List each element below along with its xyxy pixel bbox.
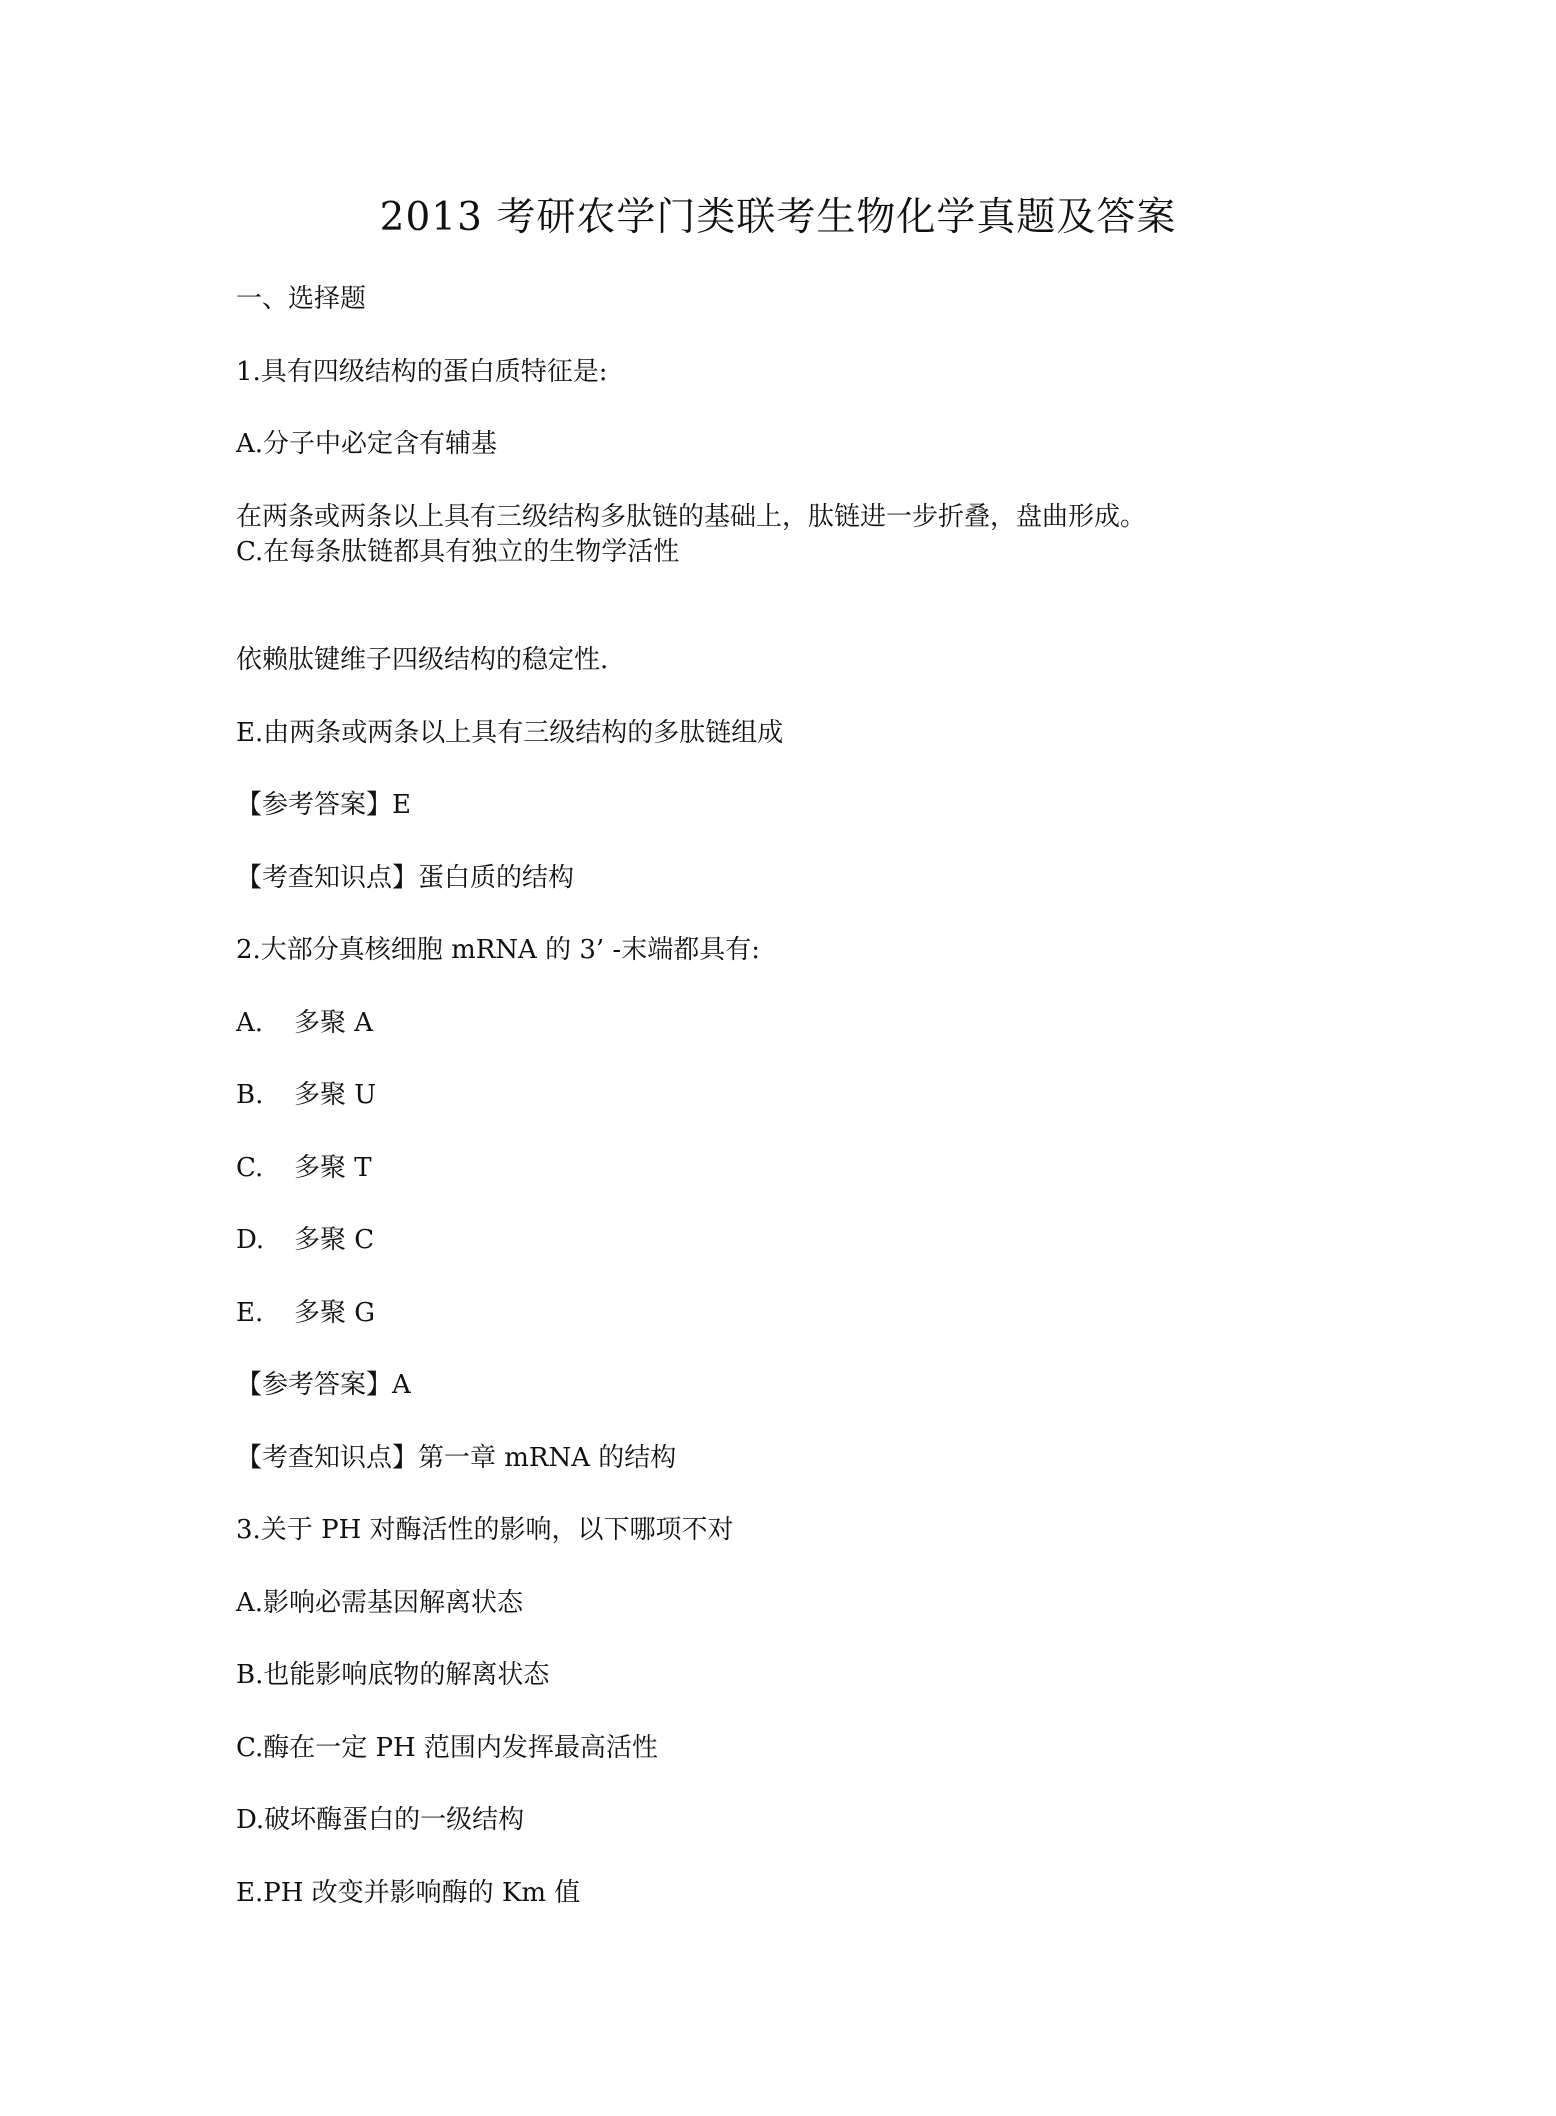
q3-option-c: C.酶在一定 PH 范围内发挥最高活性 (236, 1733, 658, 1763)
option-letter: A. (236, 1008, 264, 1038)
option-text: 多聚 T (294, 1153, 372, 1183)
q1-stem: 1.具有四级结构的蛋白质特征是: (236, 357, 608, 387)
q2-option-b (236, 1078, 376, 1112)
option-text: 多聚 A (294, 1008, 374, 1038)
q3-option-e: E.PH 改变并影响酶的 Km 值 (236, 1878, 581, 1908)
q2-stem: 2.大部分真核细胞 mRNA 的 3’ -末端都具有: (236, 935, 760, 965)
q3-option-b: B.也能影响底物的解离状态 (236, 1660, 550, 1690)
q1-option-d: 依赖肽键维子四级结构的稳定性. (236, 645, 609, 675)
q2-knowledge: 【考查知识点】第一章 mRNA 的结构 (236, 1443, 677, 1473)
q1-option-c: C.在每条肽链都具有独立的生物学活性 (236, 537, 680, 567)
option-letter: D. (236, 1225, 265, 1255)
q3-option-a: A.影响必需基因解离状态 (236, 1588, 524, 1618)
q3-stem: 3.关于 PH 对酶活性的影响，以下哪项不对 (236, 1515, 734, 1545)
q1-option-e: E.由两条或两条以上具有三级结构的多肽链组成 (236, 718, 784, 748)
q1-option-a: A.分子中必定含有辅基 (236, 429, 498, 459)
section-heading: 一、选择题 (236, 284, 367, 314)
q2-answer: 【参考答案】A (236, 1370, 411, 1400)
option-text: 多聚 C (294, 1225, 375, 1255)
q2-option-d (236, 1223, 374, 1257)
option-letter: E. (236, 1298, 264, 1328)
q1-knowledge: 【考查知识点】蛋白质的结构 (236, 863, 575, 893)
q1-option-b: 在两条或两条以上具有三级结构多肽链的基础上，肽链进一步折叠，盘曲形成。 (236, 502, 1147, 532)
option-text: 多聚 G (294, 1298, 376, 1328)
option-text: 多聚 U (294, 1080, 377, 1110)
document-title: 2013 考研农学门类联考生物化学真题及答案 (379, 195, 1177, 240)
q1-answer: 【参考答案】E (236, 790, 411, 820)
option-letter: C. (236, 1153, 264, 1183)
q2-option-e (236, 1296, 375, 1330)
option-letter: B. (236, 1080, 264, 1110)
q2-option-a (236, 1006, 373, 1040)
q3-option-d: D.破坏酶蛋白的一级结构 (236, 1805, 525, 1835)
q2-option-c (236, 1151, 372, 1185)
